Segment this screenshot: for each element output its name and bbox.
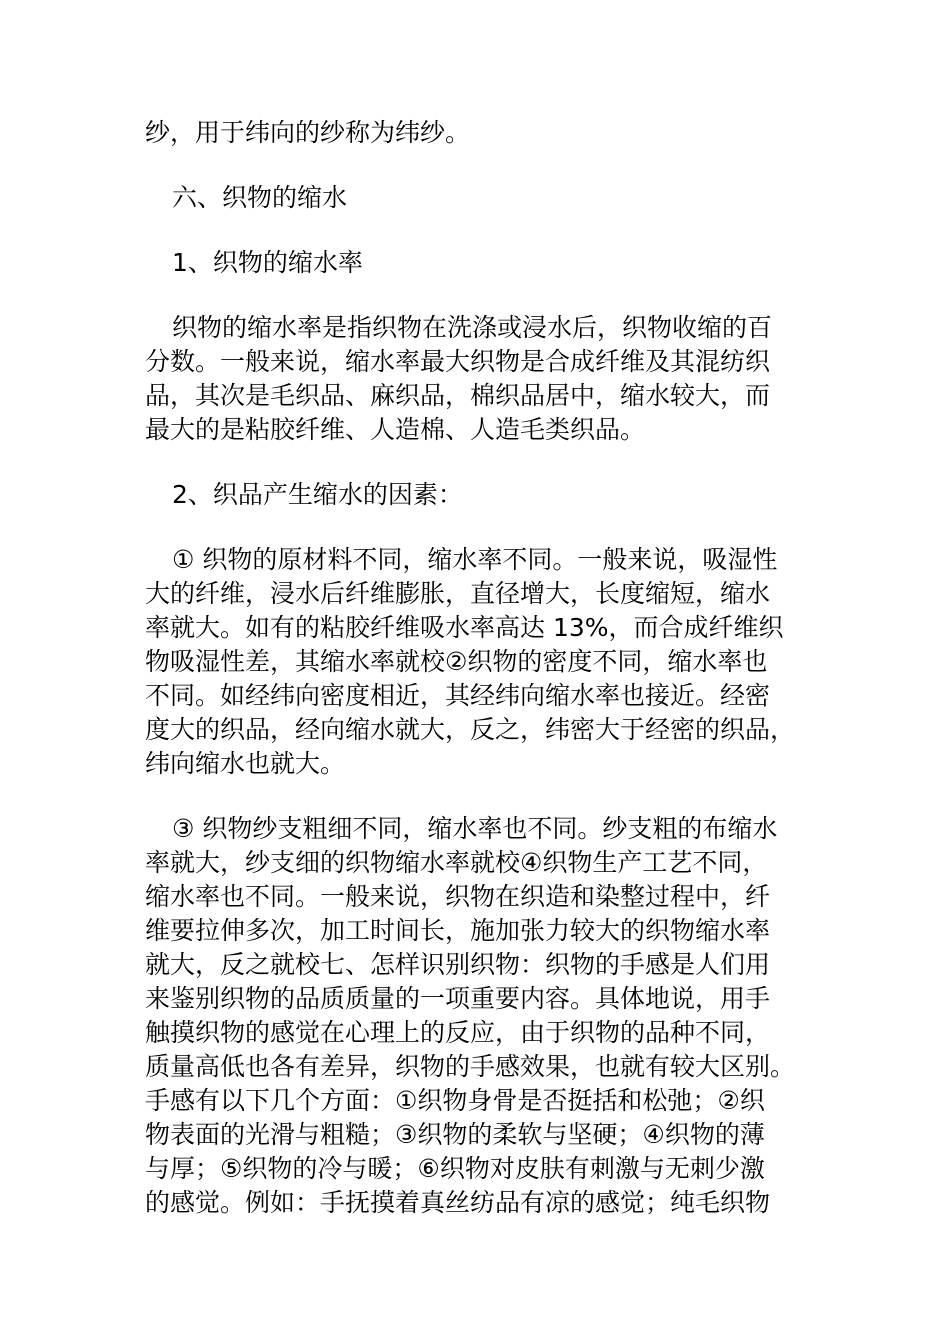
- text-line: 缩水率也不同。一般来说，织物在织造和染整过程中，纤: [145, 882, 771, 911]
- text-line: 率就大。如有的粘胶纤维吸水率高达 13%，而合成纤维织: [145, 613, 784, 642]
- text-line: 维要拉伸多次，加工时间长，施加张力较大的织物缩水率: [145, 916, 771, 945]
- text-line: 大的纤维，浸水后纤维膨胀，直径增大，长度缩短，缩水: [145, 579, 771, 608]
- text-line: 来鉴别织物的品质质量的一项重要内容。具体地说，用手: [145, 984, 771, 1013]
- text-line: 度大的织品，经向缩水就大，反之，纬密大于经密的织品，: [145, 715, 796, 744]
- text-line: 就大，反之就校七、怎样识别织物：织物的手感是人们用: [145, 950, 771, 979]
- text-line: 纱，用于纬向的纱称为纬纱。: [145, 118, 471, 147]
- subsection-heading: 1、织物的缩水率: [172, 248, 363, 277]
- text-line: ③ 织物纱支粗细不同，缩水率也不同。纱支粗的布缩水: [172, 814, 778, 843]
- text-line: 率就大，纱支细的织物缩水率就校④织物生产工艺不同，: [145, 848, 768, 877]
- text-line: 质量高低也各有差异，织物的手感效果，也就有较大区别。: [145, 1052, 796, 1081]
- text-line: 物表面的光滑与粗糙；③织物的柔软与坚硬；④织物的薄: [145, 1120, 765, 1149]
- text-line: 触摸织物的感觉在心理上的反应，由于织物的品种不同，: [145, 1018, 771, 1047]
- text-line: ① 织物的原材料不同，缩水率不同。一般来说，吸湿性: [172, 545, 778, 574]
- subsection-heading: 2、织品产生缩水的因素：: [172, 480, 463, 509]
- text-line: 品，其次是毛织品、麻织品，棉织品居中，缩水较大，而: [145, 381, 771, 410]
- text-line: 纬向缩水也就大。: [145, 749, 346, 778]
- text-line: 物吸湿性差，其缩水率就校②织物的密度不同，缩水率也: [145, 647, 768, 676]
- text-line: 分数。一般来说，缩水率最大织物是合成纤维及其混纺织: [145, 347, 771, 376]
- text-line: 手感有以下几个方面：①织物身骨是否挺括和松弛；②织: [145, 1086, 765, 1115]
- text-line: 的感觉。例如：手抚摸着真丝纺品有凉的感觉；纯毛织物: [145, 1188, 771, 1217]
- text-line: 不同。如经纬向密度相近，其经纬向缩水率也接近。经密: [145, 681, 771, 710]
- text-line: 最大的是粘胶纤维、人造棉、人造毛类织品。: [145, 415, 646, 444]
- text-line: 与厚；⑤织物的冷与暖；⑥织物对皮肤有刺激与无刺少激: [145, 1154, 765, 1183]
- text-line: 织物的缩水率是指织物在洗涤或浸水后，织物收缩的百: [172, 313, 773, 342]
- section-heading: 六、织物的缩水: [172, 183, 348, 212]
